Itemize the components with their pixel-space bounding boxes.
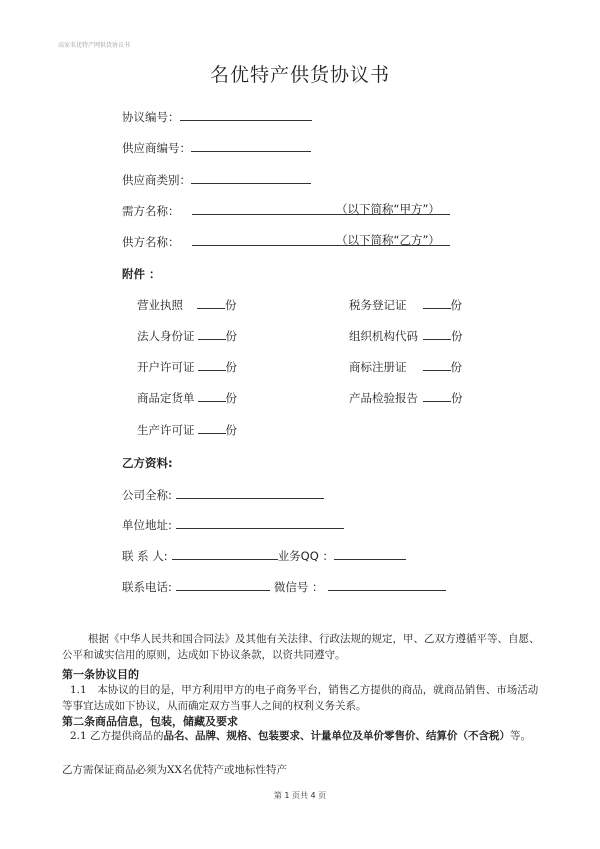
attachment-item xyxy=(349,327,463,344)
phone-row xyxy=(122,578,446,595)
attachment-blank[interactable] xyxy=(198,389,226,402)
attachment-label: 商品定货单 xyxy=(137,391,195,405)
attachment-item xyxy=(137,327,237,344)
article-2-post: 等。 xyxy=(510,730,532,742)
party-b-note: （以下简称“乙方”） xyxy=(336,233,440,247)
attachment-blank[interactable] xyxy=(198,358,226,371)
attachment-item xyxy=(137,358,237,375)
supplier-no-label: 供应商编号： xyxy=(122,141,191,155)
attachment-blank[interactable] xyxy=(423,296,451,309)
attachment-label: 开户许可证 xyxy=(137,360,195,374)
address-row xyxy=(122,516,344,533)
attachment-label: 商标注册证 xyxy=(349,360,407,374)
article-1-text: 1.1 本协议的目的是，甲方利用甲方的电子商务平台，销售乙方提供的商品，就商品销售、市场活动等事宜达成如下协议，从而确定双方当事人之间的权利义务关系。 xyxy=(62,684,539,712)
attachment-blank[interactable] xyxy=(423,327,451,340)
attachment-item xyxy=(349,389,463,406)
supplier-type-row xyxy=(122,171,311,188)
company-label: 公司全称: xyxy=(122,488,172,502)
qq-label: 业务QQ ： xyxy=(277,549,334,563)
attachment-item xyxy=(137,389,237,406)
attachment-label: 组织机构代码 xyxy=(349,329,418,343)
attachment-unit: 份 xyxy=(225,360,237,374)
attachment-item xyxy=(349,358,462,375)
document-title: 名优特产供货协议书 xyxy=(209,64,390,86)
attachment-unit: 份 xyxy=(450,298,462,312)
article-2-title: 第二条商品信息，包装，储藏及要求 xyxy=(62,715,238,728)
attachment-unit: 份 xyxy=(451,329,463,343)
contact-label: 联 系 人: xyxy=(122,549,168,563)
address-label: 单位地址: xyxy=(122,518,172,532)
attachment-item xyxy=(137,421,237,438)
company-blank[interactable] xyxy=(176,486,324,499)
contact-row xyxy=(122,547,406,564)
supplier-no-blank[interactable] xyxy=(191,139,311,152)
agreement-no-label: 协议编号： xyxy=(122,110,180,124)
supplier-no-row xyxy=(122,139,311,156)
attachment-unit: 份 xyxy=(225,391,237,405)
attachment-unit: 份 xyxy=(451,391,463,405)
company-row xyxy=(122,486,324,503)
article-2-bold: 品名、品牌、规格、包装要求、计量单位及单价零售价、结算价（不含税） xyxy=(163,730,511,742)
attachment-item xyxy=(349,296,462,313)
attachment-label: 生产许可证 xyxy=(137,423,195,437)
supplier-type-blank[interactable] xyxy=(191,171,311,184)
party-a-note: （以下简称“甲方”） xyxy=(336,202,440,216)
attachment-label: 产品检验报告 xyxy=(349,391,418,405)
phone-blank[interactable] xyxy=(176,578,270,591)
agreement-no-row xyxy=(122,108,312,125)
article-1-title: 第一条协议目的 xyxy=(62,668,139,681)
wechat-blank[interactable] xyxy=(328,578,446,591)
attachment-blank[interactable] xyxy=(198,327,226,340)
attachment-blank[interactable] xyxy=(423,389,451,402)
article-2-text xyxy=(62,728,546,744)
contact-blank[interactable] xyxy=(172,547,278,560)
supplier-type-label: 供应商类别： xyxy=(122,173,191,187)
attachment-blank[interactable] xyxy=(423,358,451,371)
attachment-blank[interactable] xyxy=(197,296,225,309)
attachment-blank[interactable] xyxy=(198,421,226,434)
attachment-item xyxy=(137,296,237,313)
attachment-unit: 份 xyxy=(225,423,237,437)
party-b-label: 供方名称： xyxy=(122,235,180,249)
article-2-pre: 2.1 乙方提供商品的 xyxy=(70,730,164,742)
agreement-no-blank[interactable] xyxy=(180,108,312,121)
attachment-unit: 份 xyxy=(450,360,462,374)
attachment-label: 法人身份证 xyxy=(137,329,195,343)
page-footer: 第 1 页共 4 页 xyxy=(273,791,327,800)
article-2-text-2: 乙方需保证商品必须为XX名优特产或地标性特产 xyxy=(62,764,287,776)
intro-paragraph: 根据《中华人民共和国合同法》及其他有关法律、行政法规的规定，甲、乙双方遵循平等、自愿、公平和诚实信用的原则，达成如下协议条款，以资共同遵守。 xyxy=(62,633,540,661)
wechat-label: 微信号 ： xyxy=(273,580,324,594)
attachments-label: 附件 ： xyxy=(122,267,161,281)
header-note: 高家名优特产网供货协议书 xyxy=(58,42,131,49)
attachment-unit: 份 xyxy=(225,329,237,343)
phone-label: 联系电话: xyxy=(122,580,172,594)
party-b-info-label: 乙方资料: xyxy=(122,456,173,470)
attachment-unit: 份 xyxy=(225,298,237,312)
attachment-label: 营业执照 xyxy=(137,298,183,312)
attachment-label: 税务登记证 xyxy=(349,298,407,312)
qq-blank[interactable] xyxy=(334,547,406,560)
address-blank[interactable] xyxy=(176,516,344,529)
party-a-label: 需方名称： xyxy=(122,204,180,218)
